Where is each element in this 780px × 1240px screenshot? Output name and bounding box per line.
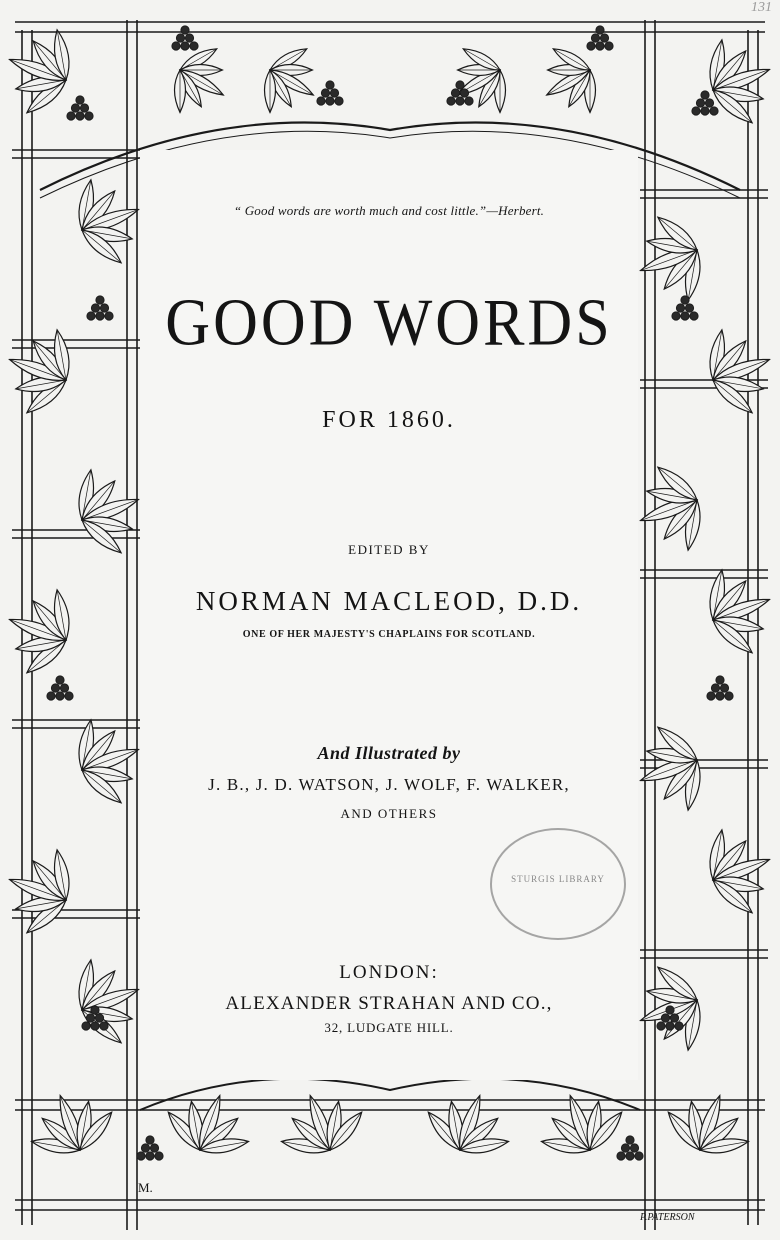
berry <box>681 296 689 304</box>
editor-role: ONE OF HER MAJESTY'S CHAPLAINS FOR SCOTLAND. <box>242 629 536 640</box>
berry <box>696 99 704 107</box>
berry <box>685 304 693 312</box>
berry <box>80 104 88 112</box>
berry <box>141 1144 149 1152</box>
berry <box>596 42 604 50</box>
artist-monogram: M. <box>138 1180 153 1195</box>
berry <box>85 112 93 120</box>
berry <box>321 89 329 97</box>
berry <box>335 97 343 105</box>
berry <box>146 1136 154 1144</box>
berry <box>621 1144 629 1152</box>
berry <box>326 81 334 89</box>
berry <box>71 104 79 112</box>
berry <box>65 692 73 700</box>
berry <box>330 89 338 97</box>
berry <box>56 676 64 684</box>
berry <box>626 1152 634 1160</box>
berry <box>456 81 464 89</box>
berry <box>96 312 104 320</box>
berry <box>447 97 455 105</box>
berry <box>105 312 113 320</box>
berry <box>181 26 189 34</box>
berry <box>96 296 104 304</box>
illustrators-more: AND OTHERS <box>340 806 438 821</box>
publisher-address: 32, LUDGATE HILL. <box>324 1020 454 1035</box>
publisher-name: ALEXANDER STRAHAN AND CO., <box>225 993 553 1014</box>
stamp-ring <box>490 828 626 940</box>
berry <box>76 96 84 104</box>
berry <box>675 1022 683 1030</box>
berry <box>720 684 728 692</box>
berry <box>676 304 684 312</box>
berry <box>710 107 718 115</box>
berry <box>711 684 719 692</box>
year-line: FOR 1860. <box>322 407 456 433</box>
berry <box>670 1014 678 1022</box>
illustrators-list: J. B., J. D. WATSON, J. WOLF, F. WALKER, <box>208 775 570 794</box>
berry <box>707 692 715 700</box>
berry <box>86 1014 94 1022</box>
berry <box>635 1152 643 1160</box>
berry <box>657 1022 665 1030</box>
berry <box>465 97 473 105</box>
berry <box>460 89 468 97</box>
berry <box>100 304 108 312</box>
berry <box>181 42 189 50</box>
page-number: 131 <box>751 0 772 15</box>
library-stamp <box>490 828 626 940</box>
berry <box>91 304 99 312</box>
berry <box>456 97 464 105</box>
berry <box>701 91 709 99</box>
berry <box>137 1152 145 1160</box>
berry <box>626 1136 634 1144</box>
berry <box>67 112 75 120</box>
berry <box>150 1144 158 1152</box>
berry <box>91 1006 99 1014</box>
editor-name: NORMAN MACLEOD, D.D. <box>195 586 583 616</box>
berry <box>190 42 198 50</box>
berry <box>672 312 680 320</box>
berry <box>155 1152 163 1160</box>
berry <box>661 1014 669 1022</box>
berry <box>317 97 325 105</box>
berry <box>82 1022 90 1030</box>
berry <box>87 312 95 320</box>
edited-by-label: EDITED BY <box>348 542 430 557</box>
berry <box>91 1022 99 1030</box>
berry <box>591 34 599 42</box>
berry <box>172 42 180 50</box>
illustrated-by-label: And Illustrated by <box>317 743 461 763</box>
berry <box>100 1022 108 1030</box>
berry <box>587 42 595 50</box>
publisher-city: LONDON: <box>339 962 439 983</box>
stamp-text: STURGIS LIBRARY <box>511 874 605 884</box>
berry <box>146 1152 154 1160</box>
berry <box>690 312 698 320</box>
berry <box>705 99 713 107</box>
berry <box>630 1144 638 1152</box>
page-title: GOOD WORDS <box>165 286 613 360</box>
berry <box>451 89 459 97</box>
berry <box>176 34 184 42</box>
berry <box>725 692 733 700</box>
berry <box>185 34 193 42</box>
berry <box>617 1152 625 1160</box>
berry <box>600 34 608 42</box>
berry <box>716 692 724 700</box>
berry <box>76 112 84 120</box>
berry <box>326 97 334 105</box>
berry <box>47 692 55 700</box>
berry <box>692 107 700 115</box>
berry <box>701 107 709 115</box>
berry <box>56 692 64 700</box>
berry <box>681 312 689 320</box>
berry <box>51 684 59 692</box>
berry <box>716 676 724 684</box>
motto: “ Good words are worth much and cost little.”—Herbert. <box>233 203 545 218</box>
berry <box>95 1014 103 1022</box>
engraver-signature: P.PATERSON <box>640 1212 695 1223</box>
berry <box>596 26 604 34</box>
berry <box>666 1006 674 1014</box>
berry <box>605 42 613 50</box>
berry <box>666 1022 674 1030</box>
berry <box>60 684 68 692</box>
